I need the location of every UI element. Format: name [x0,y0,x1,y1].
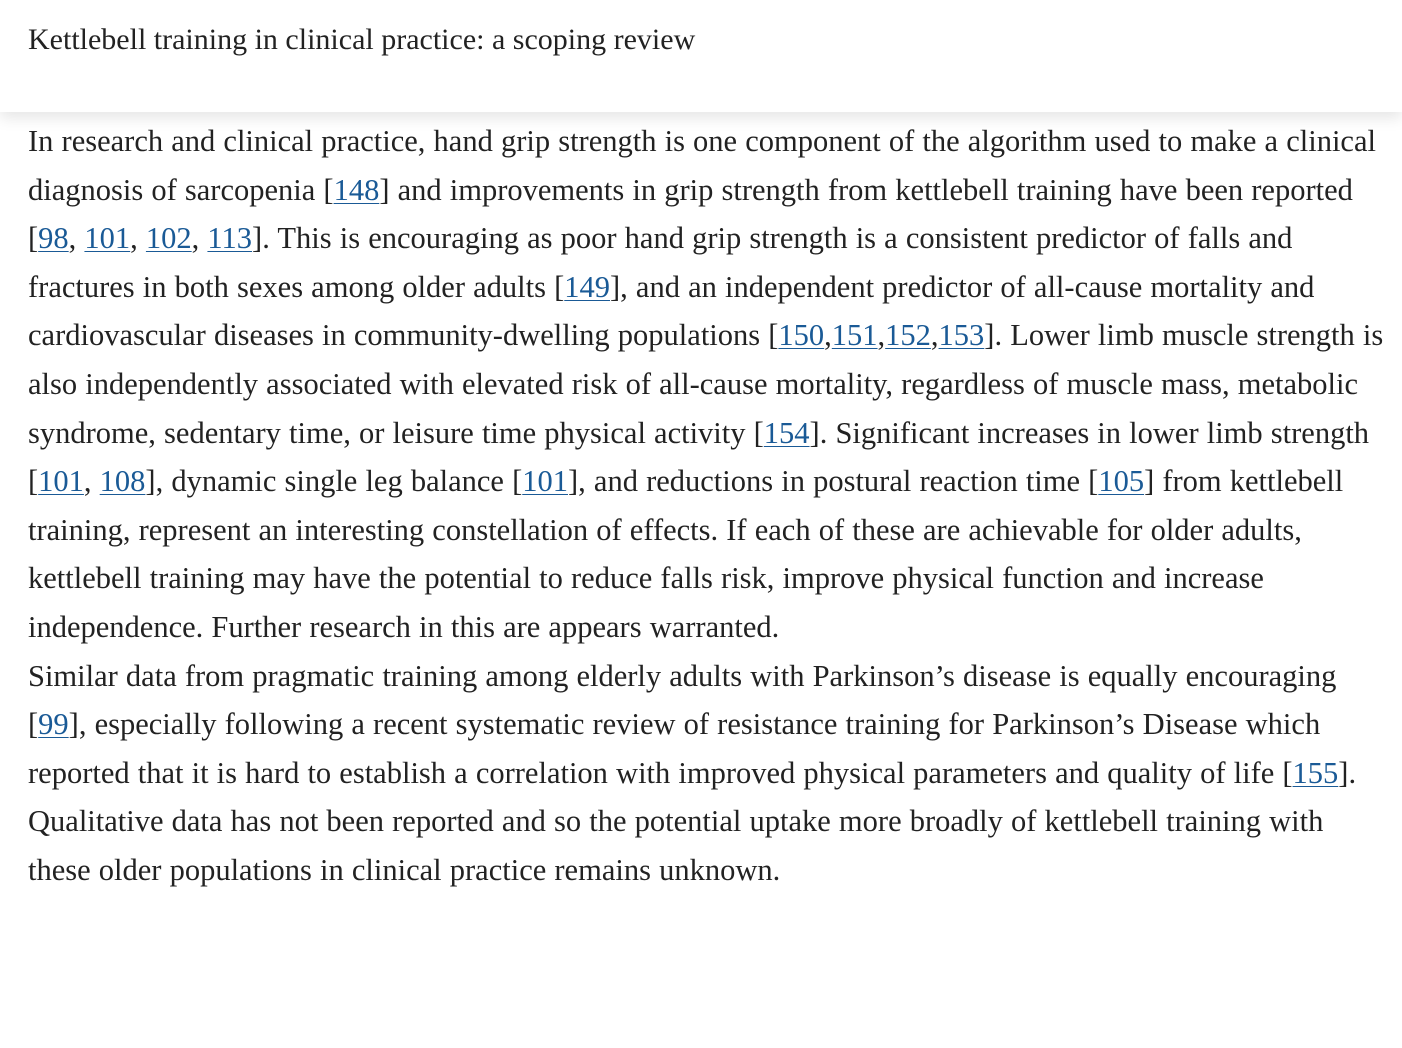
citation-link-153[interactable]: 153 [938,318,985,353]
paragraph-text: , [191,221,208,256]
paragraph-text: ] from kettlebell training, represent an interesting constellation of effects. If each of these are achievable for older adults, kettlebell training may have the potential to reduce falls risk, improve physical function and increase independence. Further research in this are appears warranted. [28,464,1344,644]
citation-link-102[interactable]: 102 [145,221,192,256]
paragraph-text: Similar data from pragmatic training among elderly adults with Parkinson’s disease is equally encouraging [ [28,658,1337,742]
paragraph [28,652,1388,895]
citation-link-98[interactable]: 98 [38,221,69,256]
paragraph-text: ], dynamic single leg balance [ [145,464,523,499]
paragraph-text: , [130,221,146,256]
paragraph-text: , [68,221,85,256]
citation-link-99[interactable]: 99 [38,707,69,742]
paragraph-text: ]. Significant increases in lower limb strength [ [28,415,1370,499]
citation-link-108[interactable]: 108 [99,464,146,499]
paragraph-text: ], especially following a recent systematic review of resistance training for Parkinson’s Disease which reported that it is hard to establish a correlation with improved physical parameters and quality of life [ [28,707,1321,790]
citation-link-105[interactable]: 105 [1098,464,1145,499]
sticky-header [0,0,1402,112]
citation-link-101[interactable]: 101 [84,221,131,256]
paragraph-text: ] and improvements in grip strength from kettlebell training have been reported [ [28,172,1353,256]
paragraph-text: ], and reductions in postural reaction time [ [568,464,1099,499]
citation-link-154[interactable]: 154 [763,415,810,450]
citation-link-101[interactable]: 101 [522,464,568,499]
paragraph-text: ], and an independent predictor of all-cause mortality and cardiovascular diseases in community-dwelling populations [ [28,269,1315,353]
paragraph-text: , [877,318,886,353]
citation-link-150[interactable]: 150 [778,318,825,353]
paragraph-text: ]. Lower limb muscle strength is also independently associated with elevated risk of all-cause mortality, regardless of muscle mass, metabolic syndrome, sedentary time, or leisure time physical activity [ [28,318,1384,450]
paragraph [28,117,1388,652]
citation-link-151[interactable]: 151 [831,318,878,353]
citation-link-152[interactable]: 152 [885,318,931,353]
citation-link-155[interactable]: 155 [1292,755,1339,790]
citation-link-148[interactable]: 148 [333,172,380,207]
citation-link-113[interactable]: 113 [207,221,253,256]
paragraph-text: , [930,318,939,353]
citation-link-149[interactable]: 149 [564,269,611,304]
article-title: Kettlebell training in clinical practice: a scoping review [28,23,696,56]
paragraph-text: ]. Qualitative data has not been reported and so the potential uptake more broadly of kettlebell training with these older populations in clinical practice remains unknown. [28,755,1357,887]
citation-link-101[interactable]: 101 [38,464,84,499]
paragraph-text: , [824,318,832,353]
paragraph-text: In research and clinical practice, hand grip strength is one component of the algorithm used to make a clinical diagnosis of sarcopenia [ [28,124,1376,207]
paragraph-text: ]. This is encouraging as poor hand grip strength is a consistent predictor of falls and fractures in both sexes among older adults [ [28,221,1293,304]
article-body [28,117,1388,895]
paragraph-text: , [83,464,100,499]
